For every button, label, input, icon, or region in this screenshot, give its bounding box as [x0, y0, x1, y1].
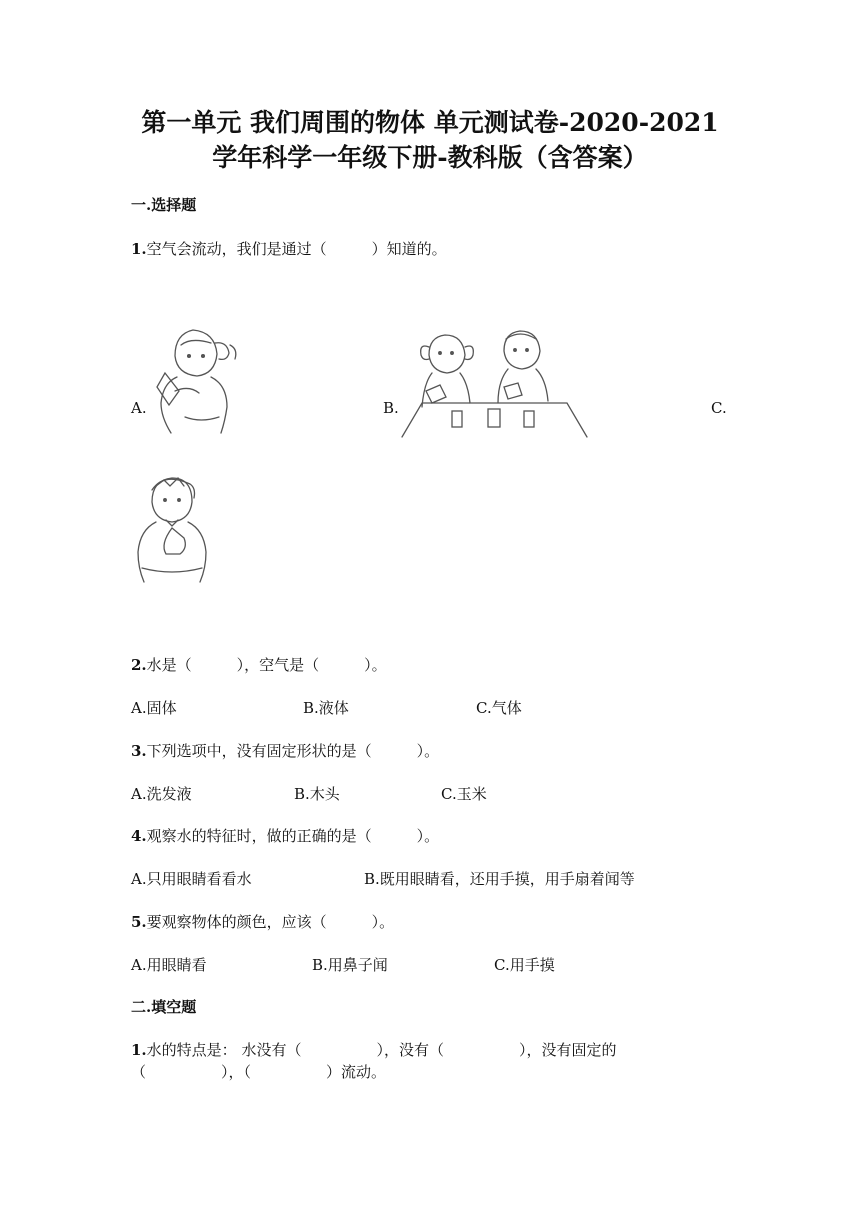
option-a[interactable]: A.洗发液 [131, 785, 192, 803]
question-number: 1. [131, 1041, 147, 1059]
question-2 [131, 654, 387, 675]
question-number: 5. [131, 913, 147, 931]
option-a[interactable]: A.只用眼睛看看水 [131, 870, 252, 888]
option-b-label[interactable]: B. [383, 399, 399, 417]
question-number: 1. [131, 240, 147, 258]
question-text: 观察水的特征时，做的正确的是（ ）。 [146, 827, 440, 845]
question-number: 2. [131, 656, 147, 674]
question-text: 空气会流动，我们是通过（ ）知道的。 [146, 240, 447, 258]
option-a-label[interactable]: A. [131, 399, 147, 417]
question-3 [131, 740, 439, 761]
title-line-1: 第一单元 我们周围的物体 单元测试卷-2020-2021 [141, 108, 719, 137]
option-a[interactable]: A.固体 [131, 699, 177, 717]
question-text: 下列选项中，没有固定形状的是（ ）。 [146, 742, 440, 760]
question-text: 水是（ ），空气是（ ）。 [146, 656, 387, 674]
title-line-2: 学年科学一年级下册-教科版（含答案） [212, 143, 648, 172]
question-4 [131, 825, 439, 846]
option-b[interactable]: B.液体 [303, 699, 349, 717]
question-number: 3. [131, 742, 147, 760]
boy-smelling-cup-illustration [132, 470, 212, 585]
option-c-label[interactable]: C. [711, 399, 727, 417]
section-heading-fill: 二.填空题 [131, 998, 197, 1016]
question-1 [131, 238, 447, 259]
question-text: 要观察物体的颜色，应该（ ）。 [146, 913, 395, 931]
section-heading-choice: 一.选择题 [131, 196, 197, 214]
question-5 [131, 911, 394, 932]
fill-question-1 [131, 1039, 616, 1060]
children-pouring-water-illustration [400, 325, 590, 440]
option-c[interactable]: C.用手摸 [494, 956, 555, 974]
option-c[interactable]: C.玉米 [441, 785, 487, 803]
fill-question-1-line-2: （ ），（ ）流动。 [131, 1063, 387, 1081]
option-b[interactable]: B.木头 [294, 785, 340, 803]
girl-smelling-cup-illustration [145, 325, 250, 435]
question-number: 4. [131, 827, 147, 845]
option-b[interactable]: B.既用眼睛看，还用手摸，用手扇着闻等 [364, 870, 635, 888]
option-c[interactable]: C.气体 [476, 699, 522, 717]
question-text-line-1: 水的特点是： 水没有（ ），没有（ ），没有固定的 [146, 1041, 617, 1059]
option-b[interactable]: B.用鼻子闻 [312, 956, 388, 974]
option-a[interactable]: A.用眼睛看 [131, 956, 207, 974]
